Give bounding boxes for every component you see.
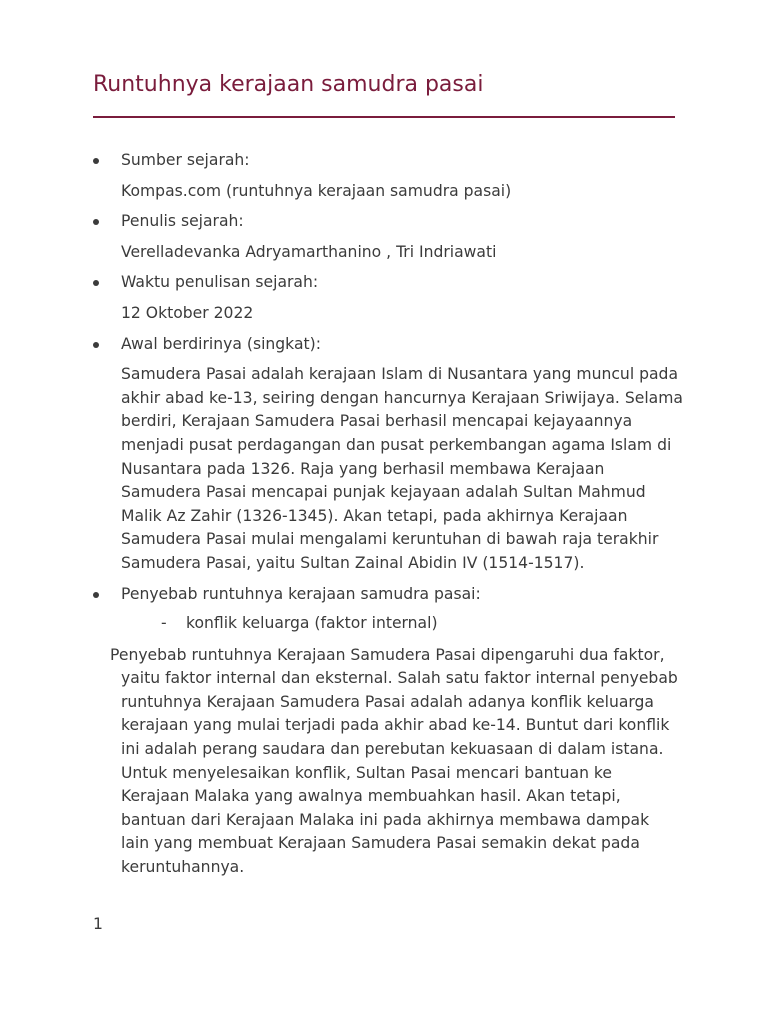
bullet-icon (93, 592, 99, 598)
list-item-detail: 12 Oktober 2022 (121, 303, 254, 322)
list-item (93, 271, 683, 295)
list-item-label: Awal berdirinya (singkat): (121, 334, 321, 353)
list-item-detail: Verelladevanka Adryamarthanino , Tri Indriawati (121, 242, 497, 261)
list-item-label: Waktu penulisan sejarah: (121, 273, 319, 292)
list-item (93, 583, 683, 607)
title-divider (93, 116, 675, 118)
list-item-detail: Samudera Pasai adalah kerajaan Islam di Nusantara yang muncul pada akhir abad ke-13, seiring dengan hancurnya Kerajaan Sriwijaya. Selama berdiri, Kerajaan Samudera Pasai berhasil mencapai kejayaannya menjadi pusat perdagangan dan pusat perkembangan agama Islam di Nusantara pada 1326. Raja yang berhasil membawa Kerajaan Samudera Pasai mencapai punjak kejayaan adalah Sultan Mahmud Malik Az Zahir (1326-1345). Akan tetapi, pada akhirnya Kerajaan Samudera Pasai mulai mengalami keruntuhan di bawah raja terakhir Samudera Pasai, yaitu Sultan Zainal Abidin IV (1514-1517). (121, 365, 683, 572)
list-item-label: Sumber sejarah: (121, 151, 250, 169)
bullet-icon (93, 219, 99, 225)
page-number: 1 (93, 915, 103, 933)
bullet-icon (93, 342, 99, 348)
bullet-icon (93, 158, 99, 164)
page-title: Runtuhnya kerajaan samudra pasai (93, 72, 484, 97)
dash-marker: - (161, 614, 167, 633)
list-item (93, 333, 683, 357)
list-item (93, 149, 683, 173)
list-item-label: Penulis sejarah: (121, 212, 244, 231)
list-item-detail: Kompas.com (runtuhnya kerajaan samudra pasai) (121, 181, 512, 200)
list-item (93, 210, 683, 234)
list-item-label: Penyebab runtuhnya kerajaan samudra pasai: (121, 584, 481, 603)
body-paragraph: Penyebab runtuhnya Kerajaan Samudera Pasai dipengaruhi dua faktor, yaitu faktor internal dan eksternal. Salah satu faktor internal penyebab runtuhnya Kerajaan Samudera Pasai adalah adanya konflik keluarga kerajaan yang mulai terjadi pada akhir abad ke-14. Buntut dari konflik ini adalah perang saudara dan perebutan kekuasaan di dalam istana. Untuk menyelesaikan konflik, Sultan Pasai mencari bantuan ke Kerajaan Malaka yang awalnya membuahkan hasil. Akan tetapi, bantuan dari Kerajaan Malaka ini pada akhirnya membawa dampak lain yang membuat Kerajaan Samudera Pasai semakin dekat pada keruntuhannya. (110, 645, 678, 877)
sub-list-item (93, 612, 683, 636)
bullet-icon (93, 280, 99, 286)
sub-list-item-text: konflik keluarga (faktor internal) (186, 614, 438, 633)
document-body (93, 149, 683, 880)
